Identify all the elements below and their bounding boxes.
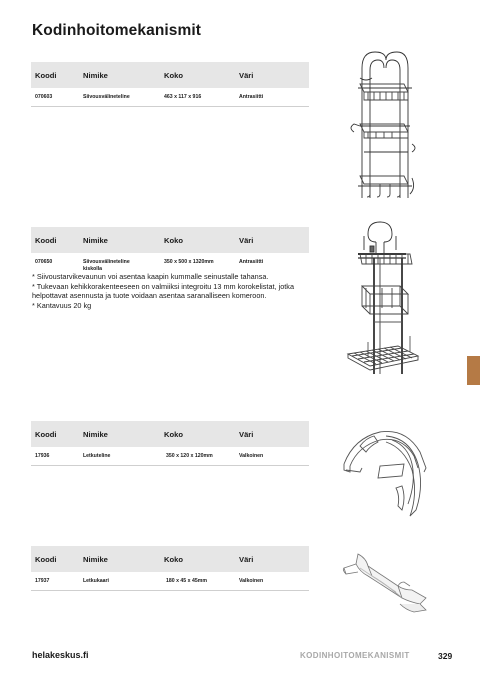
header-code: Koodi bbox=[35, 555, 57, 564]
table-row bbox=[31, 447, 309, 466]
page-number: 329 bbox=[438, 651, 453, 661]
hose-bend-illustration bbox=[340, 546, 430, 620]
cell-color: Antrasiitti bbox=[239, 94, 264, 100]
table-header bbox=[31, 227, 309, 253]
rail-rack-illustration bbox=[340, 218, 420, 380]
header-size: Koko bbox=[164, 555, 183, 564]
cell-code: 17937 bbox=[35, 578, 50, 584]
table-header bbox=[31, 62, 309, 88]
product-table-1 bbox=[31, 62, 309, 107]
header-name: Nimike bbox=[83, 430, 108, 439]
header-code: Koodi bbox=[35, 71, 57, 80]
header-size: Koko bbox=[164, 430, 183, 439]
cell-color: Valkoinen bbox=[239, 578, 264, 584]
header-color: Väri bbox=[239, 555, 254, 564]
cell-code: 17936 bbox=[35, 453, 50, 459]
cell-size: 463 x 117 x 916 bbox=[164, 94, 202, 100]
header-color: Väri bbox=[239, 236, 254, 245]
header-color: Väri bbox=[239, 430, 254, 439]
page-title: Kodinhoitomekanismit bbox=[32, 22, 202, 39]
wall-rack-illustration bbox=[340, 48, 420, 206]
product-table-4 bbox=[31, 546, 309, 591]
table-row bbox=[31, 253, 309, 271]
header-size: Koko bbox=[164, 71, 183, 80]
header-name: Nimike bbox=[83, 71, 108, 80]
header-code: Koodi bbox=[35, 430, 57, 439]
note-item: * Siivoustarvikevaunun voi asentaa kaapin kummalle seinustalle tahansa. bbox=[32, 272, 269, 281]
product-table-2 bbox=[31, 227, 309, 271]
cell-size: 350 x 500 x 1320mm bbox=[164, 259, 214, 265]
table-row bbox=[31, 572, 309, 591]
table-row bbox=[31, 88, 309, 107]
header-code: Koodi bbox=[35, 236, 57, 245]
cell-name: Siivousvälineteline kiskolla bbox=[83, 259, 130, 272]
note-item: * Kantavuus 20 kg bbox=[32, 300, 92, 310]
product-notes bbox=[32, 272, 302, 310]
section-tab-marker bbox=[467, 356, 480, 385]
header-color: Väri bbox=[239, 71, 254, 80]
cell-code: 070650 bbox=[35, 259, 53, 265]
table-header bbox=[31, 546, 309, 572]
cell-color: Antrasiitti bbox=[239, 259, 264, 265]
cell-name: Letkukaari bbox=[83, 578, 109, 584]
cell-name: Siivousvälineteline bbox=[83, 94, 130, 100]
footer-site: helakeskus.fi bbox=[32, 650, 89, 660]
cell-name: Letkuteline bbox=[83, 453, 111, 459]
header-name: Nimike bbox=[83, 236, 108, 245]
hose-holder-illustration bbox=[340, 424, 430, 522]
product-table-3 bbox=[31, 421, 309, 466]
header-name: Nimike bbox=[83, 555, 108, 564]
footer-section-name: KODINHOITOMEKANISMIT bbox=[300, 651, 410, 660]
header-size: Koko bbox=[164, 236, 183, 245]
cell-code: 070603 bbox=[35, 94, 53, 100]
cell-size: 180 x 45 x 45mm bbox=[166, 578, 207, 584]
cell-color: Valkoinen bbox=[239, 453, 264, 459]
table-header bbox=[31, 421, 309, 447]
note-item: * Tukevaan kehikkorakenteeseen on valmiiksi integroitu 13 mm korokelistat, jotka helpottavat asennusta ja tuote voidaan asentaa saranalliseen komeroon. bbox=[32, 281, 295, 301]
cell-size: 350 x 120 x 120mm bbox=[166, 453, 213, 459]
